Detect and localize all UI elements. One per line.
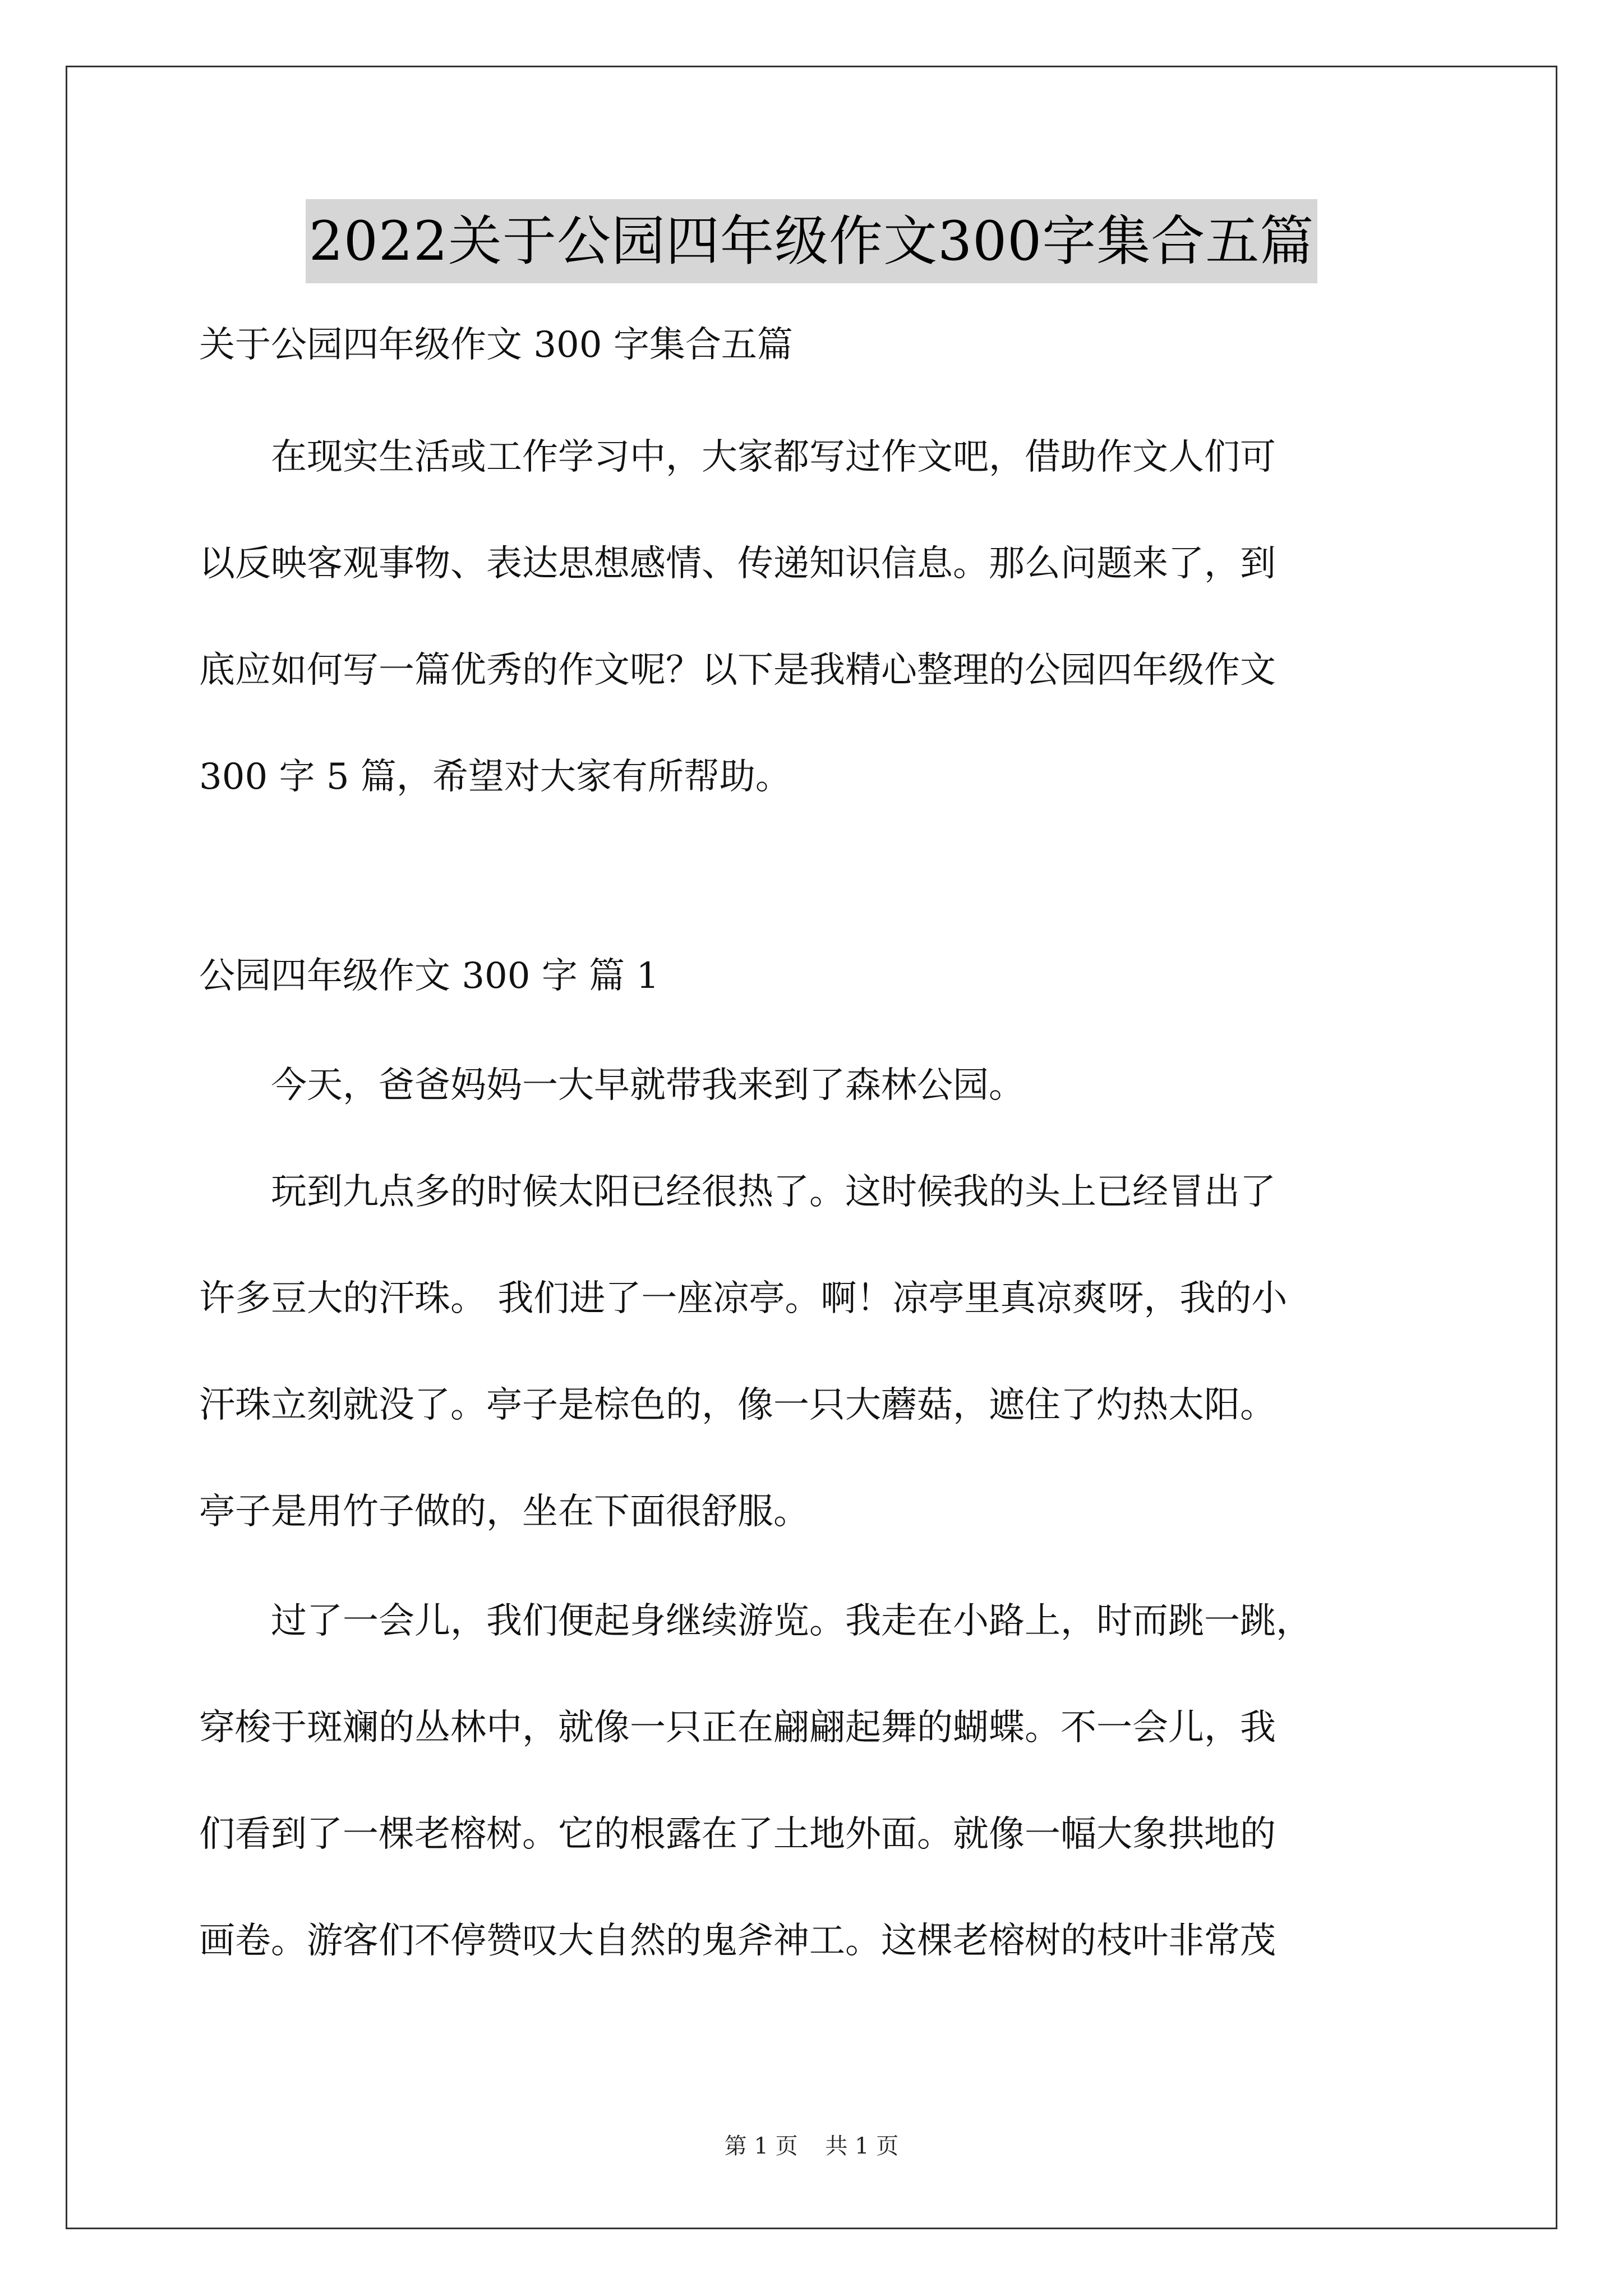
paragraph-line: 画卷。游客们不停赞叹大自然的鬼斧神工。这棵老榕树的枝叶非常茂 — [199, 1920, 1276, 1962]
page-number: 第 1 页 — [724, 2133, 798, 2159]
paragraph-line: 在现实生活或工作学习中，大家都写过作文吧，借助作文人们可 — [199, 436, 1276, 478]
paragraph-line: 底应如何写一篇优秀的作文呢？以下是我精心整理的公园四年级作文 — [199, 650, 1276, 691]
paragraph-line: 们看到了一棵老榕树。它的根露在了土地外面。就像一幅大象拱地的 — [199, 1814, 1276, 1855]
paragraph-line: 以反映客观事物、表达思想感情、传递知识信息。那么问题来了，到 — [199, 543, 1276, 585]
paragraph-line: 穿梭于斑斓的丛林中，就像一只正在翩翩起舞的蝴蝶。不一会儿，我 — [199, 1707, 1276, 1749]
page-total: 共 1 页 — [825, 2133, 899, 2159]
paragraph-line: 许多豆大的汗珠。 我们进了一座凉亭。啊！凉亭里真凉爽呀，我的小 — [199, 1278, 1288, 1319]
title-container — [0, 199, 1623, 283]
paragraph-line: 亭子是用竹子做的，坐在下面很舒服。 — [199, 1491, 809, 1533]
page-footer — [0, 2129, 1623, 2163]
document-title: 2022关于公园四年级作文300字集合五篇 — [306, 199, 1318, 283]
page-border — [66, 66, 1557, 2229]
paragraph-line: 今天，爸爸妈妈一大早就带我来到了森林公园。 — [199, 1065, 1025, 1106]
paragraph-line: 汗珠立刻就没了。亭子是棕色的，像一只大蘑菇，遮住了灼热太阳。 — [199, 1384, 1276, 1426]
subtitle-line: 关于公园四年级作文 300 字集合五篇 — [199, 324, 793, 366]
paragraph-line: 过了一会儿，我们便起身继续游览。我走在小路上，时而跳一跳， — [199, 1600, 1312, 1642]
paragraph-line: 玩到九点多的时候太阳已经很热了。这时候我的头上已经冒出了 — [199, 1171, 1276, 1213]
section-heading: 公园四年级作文 300 字 篇 1 — [199, 955, 660, 997]
paragraph-line: 300 字 5 篇，希望对大家有所帮助。 — [199, 756, 791, 798]
